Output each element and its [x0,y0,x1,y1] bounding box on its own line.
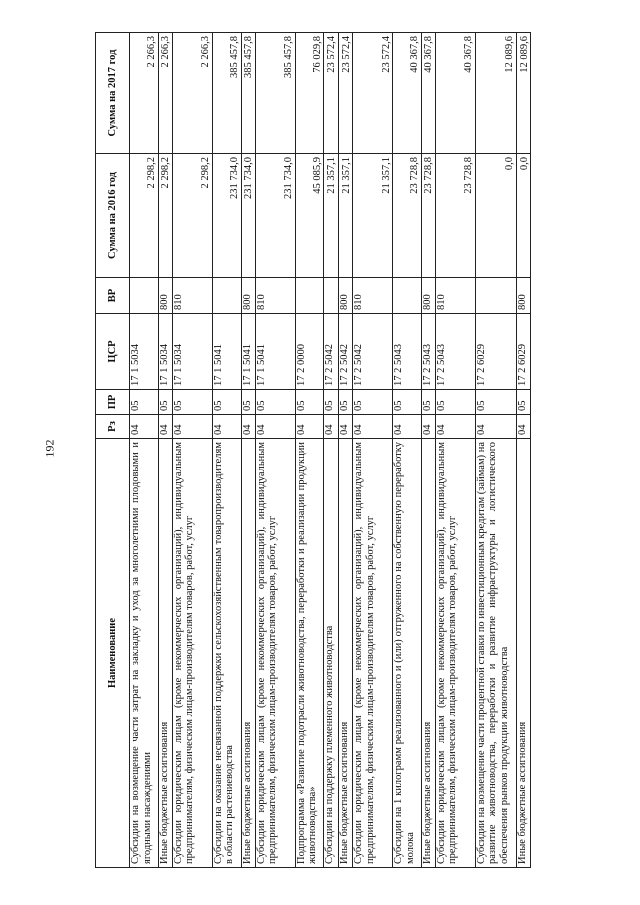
cell-vr: 810 [172,278,212,314]
cell-rz: 04 [158,415,172,439]
cell-name: Субсидии юридическим лицам (кроме некоммерческих организаций), индивидуальным предпринимателям, физическим лицам-производителям товаров, работ, услуг [435,439,475,868]
cell-csr: 17 2 5043 [393,314,422,390]
cell-sum-2016: 231 734,0 [255,154,295,278]
cell-vr [212,278,241,314]
cell-sum-2016: 0,0 [475,154,516,278]
cell-name: Иные бюджетные ассигнования [338,439,352,868]
cell-pr: 05 [212,390,241,415]
cell-sum-2016: 0,0 [516,154,530,278]
cell-name: Иные бюджетные ассигнования [516,439,530,868]
cell-vr: 800 [516,278,530,314]
cell-vr: 810 [255,278,295,314]
cell-sum-2016: 23 728,8 [393,154,422,278]
cell-rz: 04 [130,415,159,439]
cell-sum-2016: 2 298,2 [158,154,172,278]
cell-rz: 04 [295,415,324,439]
cell-vr [393,278,422,314]
cell-sum-2016: 2 298,2 [130,154,159,278]
cell-name: Субсидии на 1 килограмм реализованного и (или) отгруженного на собственную переработку молока [393,439,422,868]
cell-rz: 04 [255,415,295,439]
cell-sum-2017: 40 367,8 [435,33,475,154]
cell-rz: 04 [435,415,475,439]
cell-sum-2017: 76 029,8 [295,33,324,154]
cell-vr: 800 [421,278,435,314]
cell-csr: 17 2 6029 [516,314,530,390]
cell-pr: 05 [421,390,435,415]
cell-vr [295,278,324,314]
table-row [435,33,475,868]
cell-rz: 04 [324,415,338,439]
cell-csr: 17 2 5042 [324,314,338,390]
cell-vr [130,278,159,314]
cell-csr: 17 2 6029 [475,314,516,390]
cell-pr: 05 [475,390,516,415]
cell-csr: 17 1 5041 [212,314,241,390]
cell-sum-2017: 2 266,3 [172,33,212,154]
cell-csr: 17 1 5041 [255,314,295,390]
cell-pr: 05 [295,390,324,415]
table-row [516,33,530,868]
cell-pr: 05 [172,390,212,415]
cell-rz: 04 [172,415,212,439]
cell-pr: 05 [158,390,172,415]
cell-vr [475,278,516,314]
cell-sum-2016: 231 734,0 [212,154,241,278]
cell-sum-2017: 12 089,6 [475,33,516,154]
table-row [241,33,255,868]
cell-pr: 05 [324,390,338,415]
cell-name: Субсидии юридическим лицам (кроме некоммерческих организаций), индивидуальным предпринимателям, физическим лицам-производителям товаров, работ, услуг [255,439,295,868]
header-rz: Рз [96,415,130,439]
cell-pr: 05 [338,390,352,415]
table-row [421,33,435,868]
cell-sum-2017: 40 367,8 [421,33,435,154]
cell-csr: 17 2 5042 [338,314,352,390]
cell-sum-2017: 2 266,3 [130,33,159,154]
table-row [353,33,393,868]
cell-rz: 04 [212,415,241,439]
cell-sum-2017: 385 457,8 [255,33,295,154]
cell-vr [324,278,338,314]
table-row [393,33,422,868]
cell-vr: 800 [338,278,352,314]
table-row [172,33,212,868]
table-row [324,33,338,868]
table-row [212,33,241,868]
cell-sum-2017: 12 089,6 [516,33,530,154]
cell-name: Подпрограмма «Развитие подотрасли животноводства, переработки и реализации продукции животноводства» [295,439,324,868]
page-number: 192 [42,439,57,458]
cell-sum-2016: 23 728,8 [421,154,435,278]
cell-rz: 04 [241,415,255,439]
cell-pr: 05 [435,390,475,415]
header-name: Наименование [96,439,130,868]
cell-rz: 04 [475,415,516,439]
cell-pr: 05 [255,390,295,415]
cell-sum-2017: 23 572,4 [338,33,352,154]
cell-name: Субсидии на возмещение части затрат на закладку и уход за многолетними плодовыми и ягодными насаждениями [130,439,159,868]
header-csr: ЦСР [96,314,130,390]
cell-rz: 04 [353,415,393,439]
cell-name: Субсидии на оказание несвязанной поддержки сельскохозяйственным товаропроизводителям в области растениеводства [212,439,241,868]
cell-name: Субсидии на поддержку племенного животноводства [324,439,338,868]
cell-pr: 05 [241,390,255,415]
cell-sum-2017: 23 572,4 [353,33,393,154]
cell-pr: 05 [393,390,422,415]
cell-csr: 17 2 5043 [421,314,435,390]
table-row [255,33,295,868]
cell-vr: 810 [435,278,475,314]
cell-sum-2017: 2 266,3 [158,33,172,154]
cell-sum-2016: 2 298,2 [172,154,212,278]
table-row [475,33,516,868]
cell-name: Субсидии юридическим лицам (кроме некоммерческих организаций), индивидуальным предпринимателям, физическим лицам-производителям товаров, работ, услуг [353,439,393,868]
cell-csr: 17 1 5034 [158,314,172,390]
cell-sum-2016: 21 357,1 [353,154,393,278]
cell-rz: 04 [338,415,352,439]
cell-name: Иные бюджетные ассигнования [158,439,172,868]
cell-name: Иные бюджетные ассигнования [421,439,435,868]
table-row [295,33,324,868]
header-sum-2016: Сумма на 2016 год [96,154,130,278]
cell-sum-2017: 385 457,8 [241,33,255,154]
cell-sum-2016: 23 728,8 [435,154,475,278]
cell-sum-2016: 21 357,1 [338,154,352,278]
cell-name: Иные бюджетные ассигнования [241,439,255,868]
header-sum-2017: Сумма на 2017 год [96,33,130,154]
cell-sum-2016: 231 734,0 [241,154,255,278]
table-row [158,33,172,868]
table-body [130,33,531,868]
cell-pr: 05 [130,390,159,415]
cell-csr: 17 1 5034 [172,314,212,390]
cell-pr: 05 [353,390,393,415]
cell-pr: 05 [516,390,530,415]
cell-csr: 17 2 5042 [353,314,393,390]
cell-csr: 17 2 5043 [435,314,475,390]
cell-sum-2017: 385 457,8 [212,33,241,154]
cell-rz: 04 [516,415,530,439]
cell-rz: 04 [393,415,422,439]
cell-name: Субсидии юридическим лицам (кроме некоммерческих организаций), индивидуальным предпринимателям, физическим лицам-производителям товаров, работ, услуг [172,439,212,868]
cell-name: Субсидии на возмещение части процентной ставки по инвестиционным кредитам (займам) на развитие животноводства, переработки и развитие инфраструктуры и логистического обеспечения рынков продукции животноводства [475,439,516,868]
cell-vr: 800 [241,278,255,314]
cell-csr: 17 1 5041 [241,314,255,390]
cell-sum-2017: 40 367,8 [393,33,422,154]
header-pr: ПР [96,390,130,415]
header-row [96,33,130,868]
budget-table [95,32,531,868]
table-row [130,33,159,868]
cell-sum-2016: 45 085,9 [295,154,324,278]
cell-sum-2016: 21 357,1 [324,154,338,278]
cell-vr: 810 [353,278,393,314]
cell-rz: 04 [421,415,435,439]
table-row [338,33,352,868]
rotated-table-container [95,33,531,868]
cell-csr: 17 1 5034 [130,314,159,390]
cell-sum-2017: 23 572,4 [324,33,338,154]
cell-csr: 17 2 0000 [295,314,324,390]
header-vr: ВР [96,278,130,314]
cell-vr: 800 [158,278,172,314]
